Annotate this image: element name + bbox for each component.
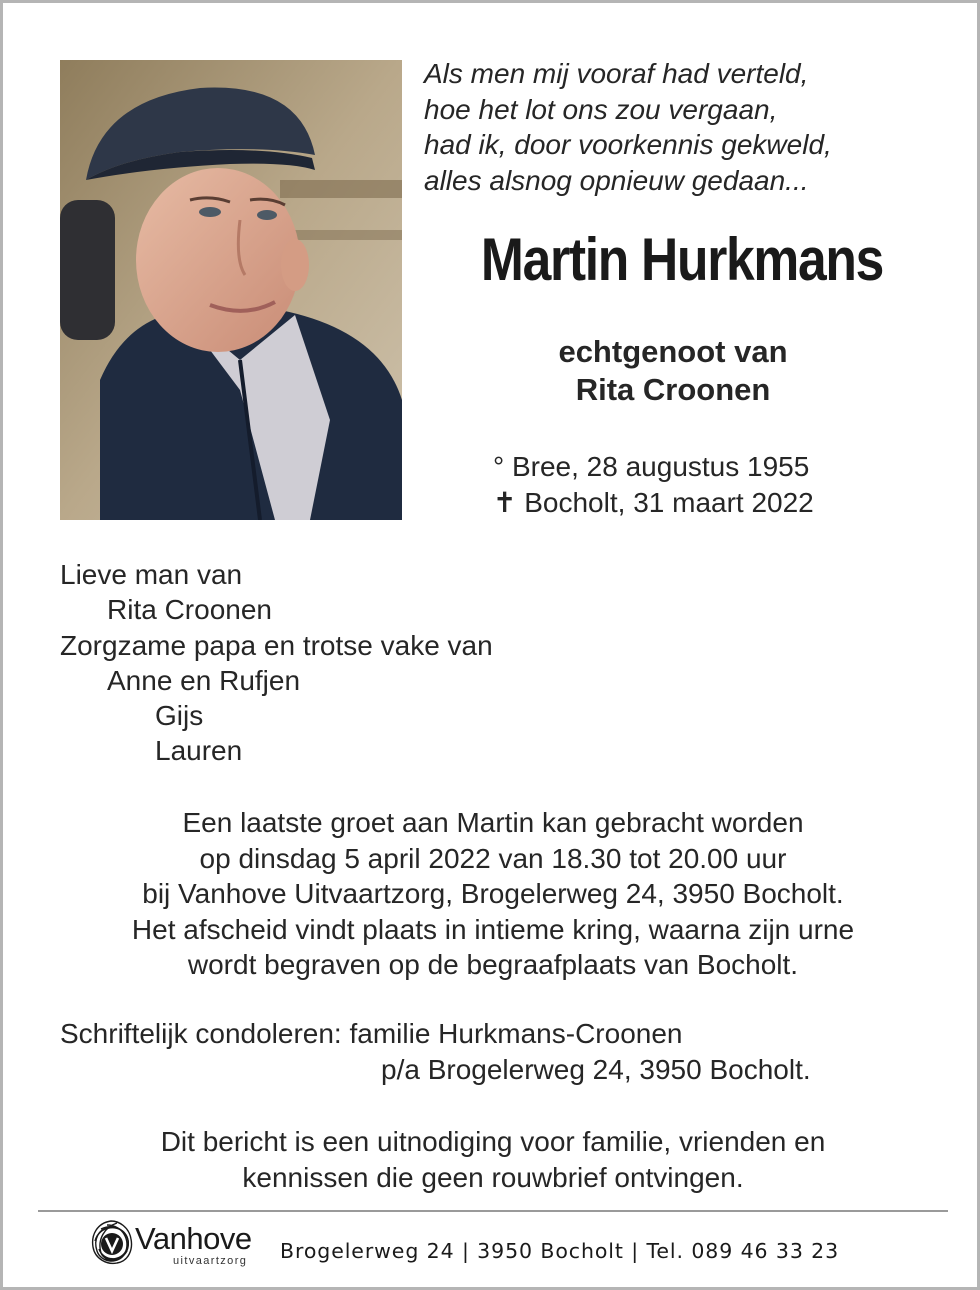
- condolence-line: Schriftelijk condoleren: familie Hurkmans-Croonen: [60, 1018, 683, 1049]
- visitation-line: bij Vanhove Uitvaartzorg, Brogelerweg 24, 3950 Bocholt.: [142, 878, 844, 909]
- visitation-line: Een laatste groet aan Martin kan gebracht worden: [182, 807, 804, 838]
- visitation-line: op dinsdag 5 april 2022 van 18.30 tot 20.00 uur: [199, 842, 787, 874]
- family-line: Lauren: [155, 735, 243, 767]
- vanhove-logo: [87, 1217, 267, 1273]
- condolence-address: [60, 1016, 940, 1088]
- footer-divider: [38, 1210, 948, 1212]
- family-list: [60, 557, 660, 769]
- logo-subtitle: uitvaartzorg: [173, 1255, 248, 1267]
- death-date: ✝ Bocholt, 31 maart 2022: [493, 487, 814, 518]
- birth-date: ° Bree, 28 augustus 1955: [493, 451, 810, 482]
- family-line: Lieve man van: [60, 559, 243, 590]
- deceased-name: Martin Hurkmans: [480, 226, 884, 293]
- poem-line: hoe het lot ons zou vergaan,: [424, 93, 778, 125]
- logo-name: Vanhove: [135, 1221, 252, 1256]
- visitation-info: [43, 805, 943, 983]
- family-line: Zorgzame papa en trotse vake van: [60, 629, 493, 661]
- invitation-line: kennissen die geen rouwbrief ontvingen.: [242, 1161, 744, 1193]
- invitation-note: [43, 1124, 943, 1195]
- poem-line: had ik, door voorkennis gekweld,: [424, 129, 832, 160]
- visitation-line: wordt begraven op de begraafplaats van Bocholt.: [187, 949, 799, 980]
- vanhove-swirl-logo-icon: [87, 1217, 135, 1269]
- family-line: Anne en Rufjen: [107, 664, 301, 696]
- family-line: Gijs: [155, 700, 204, 732]
- invitation-line: Dit bericht is een uitnodiging voor familie, vrienden en: [160, 1126, 826, 1157]
- footer-address: Brogelerweg 24 | 3950 Bocholt | Tel. 089 46 33 23: [280, 1239, 840, 1263]
- poem: [424, 56, 944, 198]
- poem-line: alles alsnog opnieuw gedaan...: [424, 164, 809, 196]
- spouse-block: [443, 333, 903, 409]
- life-dates: [493, 449, 913, 521]
- poem-line: Als men mij vooraf had verteld,: [424, 58, 809, 89]
- visitation-line: Het afscheid vindt plaats in intieme kring, waarna zijn urne: [131, 913, 855, 945]
- family-line: Rita Croonen: [107, 594, 272, 626]
- relation-label: echtgenoot van: [558, 334, 788, 369]
- portrait-photo: [60, 60, 402, 520]
- spouse-name: Rita Croonen: [575, 372, 771, 407]
- condolence-line: p/a Brogelerweg 24, 3950 Bocholt.: [381, 1054, 811, 1085]
